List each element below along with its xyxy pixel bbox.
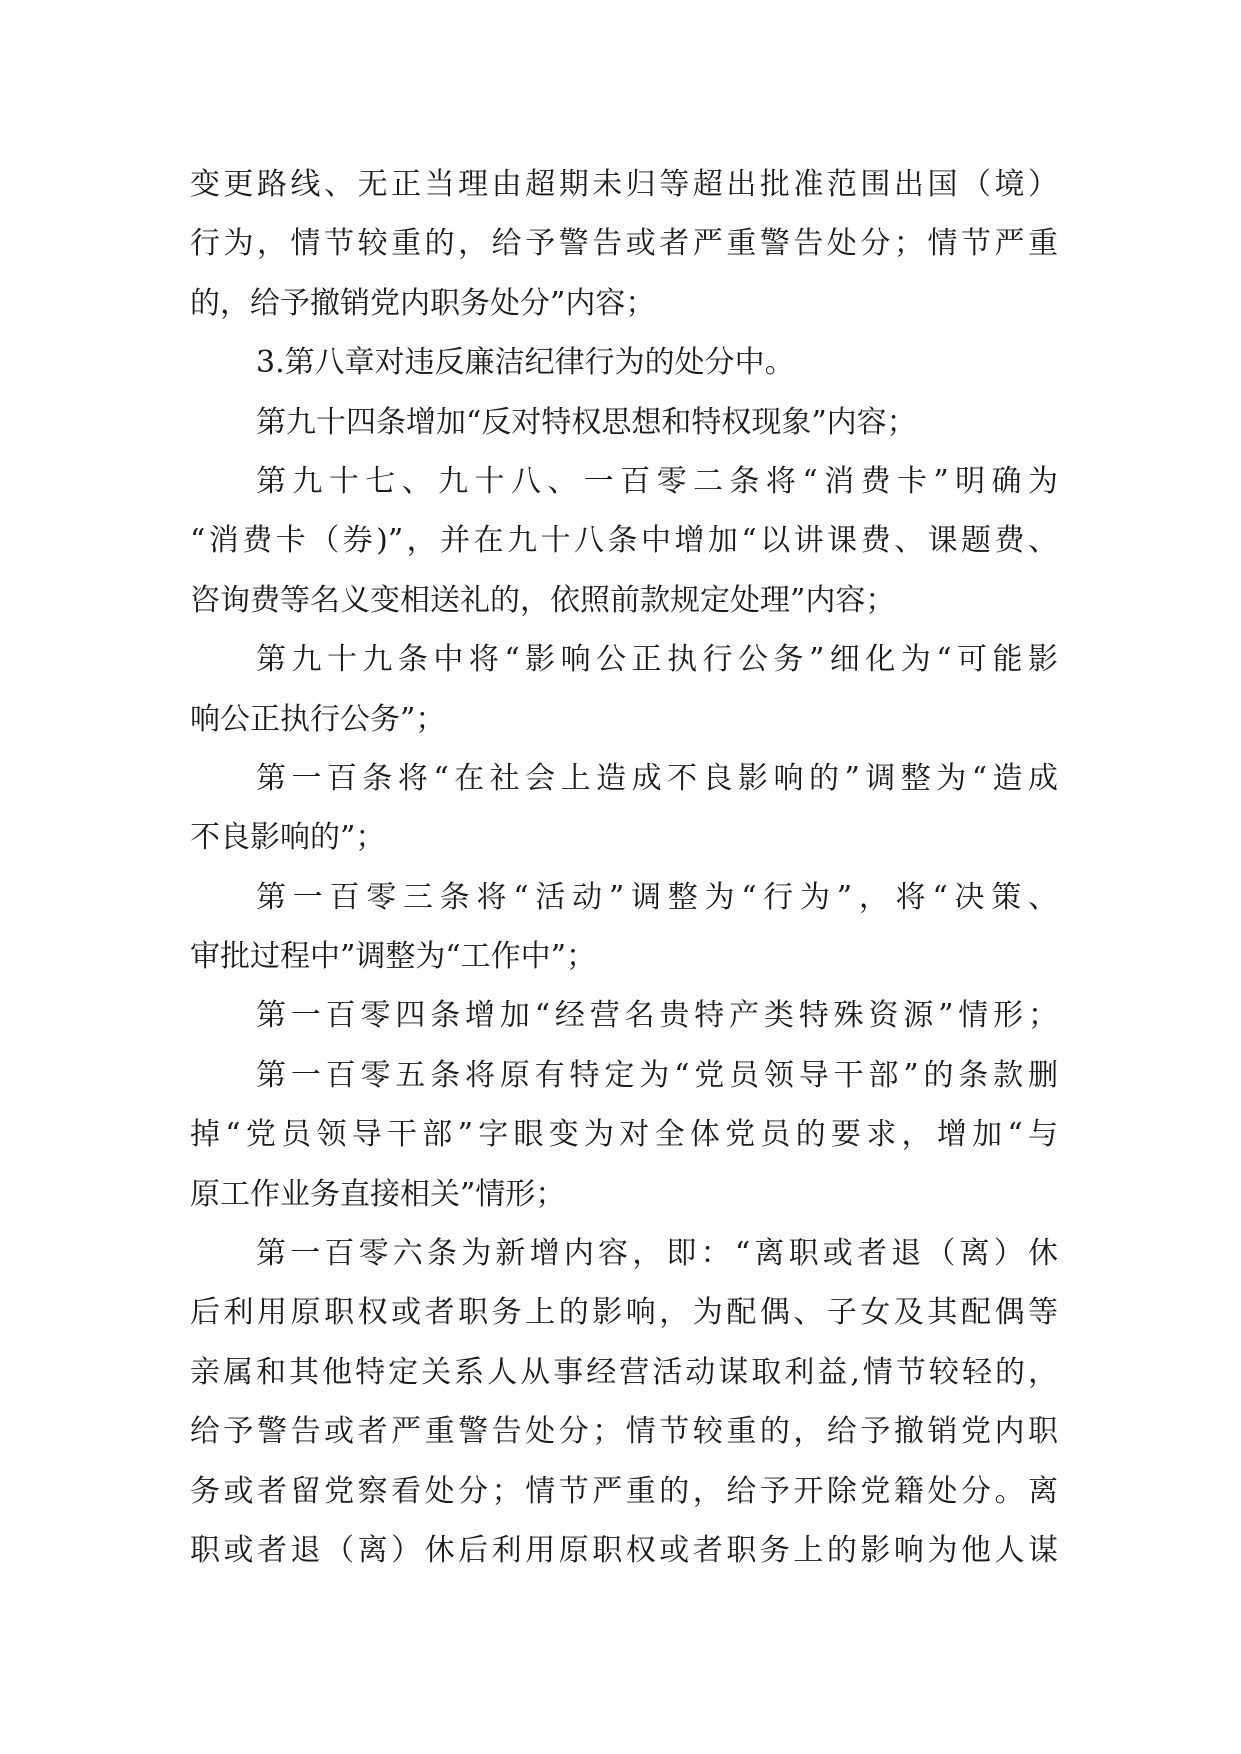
text-line: 响公正执行公务”； — [190, 701, 446, 737]
body-text — [190, 155, 1058, 1580]
text-line: 原工作业务直接相关”情形； — [190, 1176, 566, 1212]
text-line: 后利用原职权或者职务上的影响，为配偶、子女及其配偶等 — [190, 1295, 1058, 1331]
text-line: 审批过程中”调整为“工作中”； — [190, 939, 597, 975]
text-line: 第一百零五条将原有特定为“党员领导干部”的条款删 — [256, 1057, 1058, 1093]
text-line: 务或者留党察看处分；情节严重的，给予开除党籍处分。离 — [190, 1473, 1058, 1509]
text-line: 给予警告或者严重警告处分；情节较重的，给予撤销党内职 — [190, 1414, 1058, 1450]
text-line: 第一百零四条增加“经营名贵特产类特殊资源”情形； — [256, 998, 1058, 1034]
text-line: 掉“党员领导干部”字眼变为对全体党员的要求，增加“与 — [190, 1117, 1058, 1153]
text-line: 3.第八章对违反廉洁纪律行为的处分中。 — [256, 345, 795, 381]
text-line: “消费卡（券)”，并在九十八条中增加“以讲课费、课题费、 — [190, 523, 1058, 559]
text-line: 第九十九条中将“影响公正执行公务”细化为“可能影 — [256, 642, 1058, 678]
text-line: 亲属和其他特定关系人从事经营活动谋取利益,情节较轻的， — [190, 1354, 1058, 1390]
text-line: 第九十四条增加“反对特权思想和特权现象”内容； — [256, 404, 917, 440]
text-line: 职或者退（离）休后利用原职权或者职务上的影响为他人谋 — [190, 1532, 1058, 1568]
text-line: 第一百条将“在社会上造成不良影响的”调整为“造成 — [256, 760, 1058, 796]
text-line: 第一百零三条将“活动”调整为“行为”，将“决策、 — [256, 879, 1058, 915]
text-line: 第一百零六条为新增内容，即：“离职或者退（离）休 — [256, 1236, 1058, 1272]
text-line: 咨询费等名义变相送礼的，依照前款规定处理”内容； — [190, 582, 896, 618]
text-line: 不良影响的”； — [190, 820, 386, 856]
text-line: 的，给予撤销党内职务处分”内容； — [190, 285, 656, 321]
text-line: 第九十七、九十八、一百零二条将“消费卡”明确为 — [256, 463, 1058, 499]
text-line: 变更路线、无正当理由超期未归等超出批准范围出国（境） — [190, 167, 1058, 202]
text-line: 行为，情节较重的，给予警告或者严重警告处分；情节严重 — [190, 226, 1058, 262]
